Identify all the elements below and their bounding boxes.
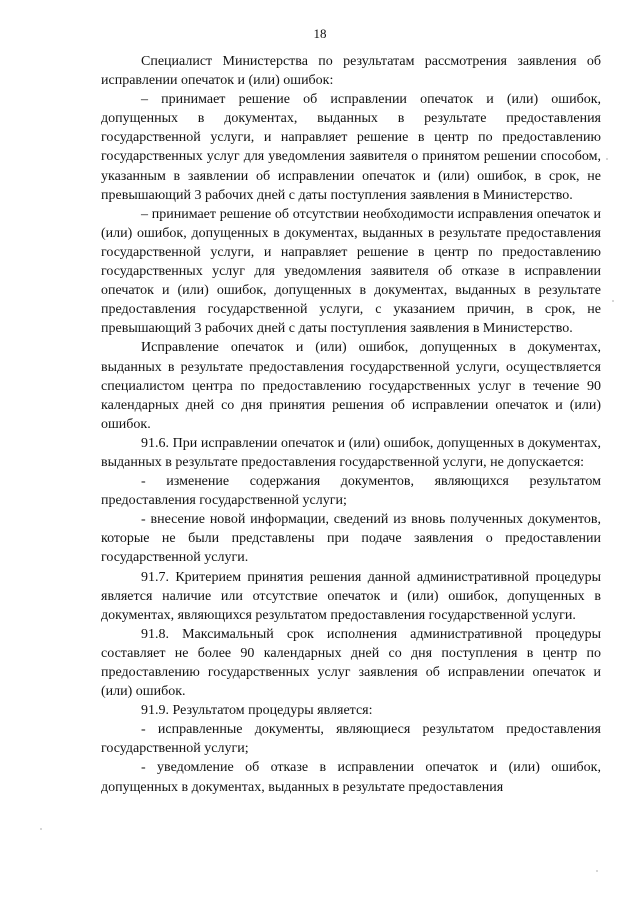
page-number: 18: [313, 26, 327, 41]
list-item-content-change: - изменение содержания документов, являющихся результатом предоставления государственной услуги;: [101, 474, 601, 509]
paragraph-correction-term: Исправление опечаток и (или) ошибок, допущенных в документах, выданных в результате предоставления государственной услуги, осуществляется специалистом центра по предоставлению государственных услуг в течение 90 календарных дней со дня принятия решения об исправлении опечаток и (или) ошибок.: [101, 340, 601, 432]
list-item-new-information: - внесение новой информации, сведений из вновь полученных документов, которые не были представлены при подаче заявления о предоставлении государственной услуги.: [101, 512, 601, 566]
scan-speck: [612, 300, 614, 302]
document-body: [101, 52, 601, 797]
scan-speck: [40, 828, 42, 830]
paragraph-91-7: 91.7. Критерием принятия решения данной административной процедуры является наличие или отсутствие опечаток и (или) ошибок, допущенных в документах, являющихся результатом предоставления государственной услуги.: [101, 569, 601, 623]
scan-speck: [596, 870, 598, 872]
paragraph-91-6: 91.6. При исправлении опечаток и (или) ошибок, допущенных в документах, выданных в результате предоставления государственной услуги, не допускается:: [101, 435, 601, 470]
paragraph-intro: Специалист Министерства по результатам рассмотрения заявления об исправлении опечаток и (или) ошибок:: [101, 54, 601, 89]
paragraph-91-8: 91.8. Максимальный срок исполнения административной процедуры составляет не более 90 календарных дней со дня поступления в центр по предоставлению государственных услуг заявления об исправлении опечаток и (или) ошибок.: [101, 626, 601, 700]
paragraph-decision-correction: – принимает решение об исправлении опечаток и (или) ошибок, допущенных в документах, выданных в результате предоставления государственной услуги, и направляет решение в центр по предоставлению государственных услуг для уведомления заявителя о принятом решении способом, указанным в заявлении об исправлении опечаток и (или) ошибок, в срок, не превышающий 3 рабочих дней с даты поступления заявления в Министерство.: [101, 92, 601, 203]
scan-speck: [606, 158, 608, 160]
list-item-corrected-documents: - исправленные документы, являющиеся результатом предоставления государственной услуги;: [101, 722, 601, 757]
list-item-refusal-notice: - уведомление об отказе в исправлении опечаток и (или) ошибок, допущенных в документах, выданных в результате предоставления: [101, 760, 601, 795]
paragraph-91-9: 91.9. Результатом процедуры является:: [141, 703, 373, 719]
paragraph-decision-refusal: – принимает решение об отсутствии необходимости исправления опечаток и (или) ошибок, допущенных в документах, выданных в результате предоставления государственной услуги, и направляет решение в центр по предоставлению государственных услуг для уведомления заявителя об отказе в исправлении опечаток и (или) ошибок, допущенных в документах, выданных в результате предоставления государственной услуги, с указанием причин, в срок, не превышающий 3 рабочих дней с даты поступления заявления в Министерство.: [101, 206, 601, 337]
